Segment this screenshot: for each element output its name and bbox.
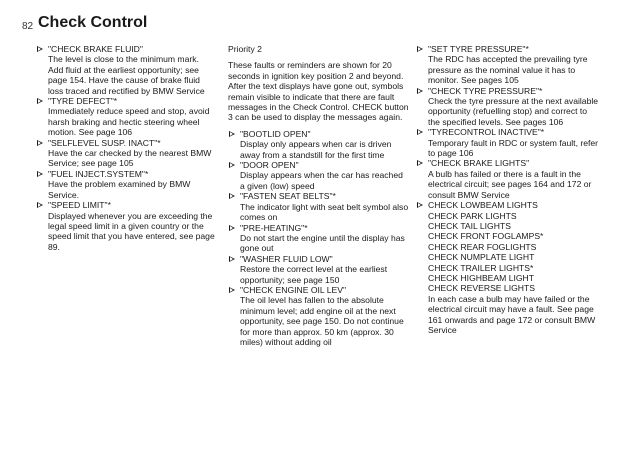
- list-item: [36, 169, 216, 200]
- message-code: "FASTEN SEAT BELTS"*: [240, 191, 336, 202]
- triangle-bullet-icon: [229, 162, 235, 168]
- message-description: Display appears when the car has reached a given (low) speed: [240, 170, 403, 191]
- lamp-message-code: CHECK TAIL LIGHTS: [428, 220, 511, 231]
- message-description: In each case a bulb may have failed or the electrical circuit may have a fault. See page 161 onwards and page 172 or consult BMW Service: [428, 293, 596, 335]
- message-description: Displayed whenever you are exceeding the legal speed limit in a given country or the speed limit that you have entered, see page 89.: [48, 210, 215, 252]
- list-item: [228, 285, 410, 347]
- triangle-bullet-icon: [229, 287, 235, 293]
- message-code: "CHECK ENGINE OIL LEV": [240, 284, 347, 295]
- message-description: Do not start the engine until the display has gone out: [240, 232, 405, 254]
- list-item: [416, 127, 600, 158]
- triangle-bullet-icon: [417, 88, 423, 94]
- message-description: Display only appears when car is driven away from a standstill for the first time: [240, 139, 392, 160]
- list-item: [416, 86, 600, 128]
- lamp-message-code: CHECK PARK LIGHTS: [428, 210, 517, 221]
- list-item: [228, 223, 410, 254]
- triangle-bullet-icon: [37, 46, 43, 52]
- triangle-bullet-icon: [37, 171, 43, 177]
- message-description: Immediately reduce speed and stop, avoid harsh braking and hectic steering wheel motion. See page 106: [48, 106, 210, 138]
- message-description: Have the car checked by the nearest BMW Service; see page 105: [48, 148, 212, 169]
- lamp-message-code: CHECK REAR FOGLIGHTS: [428, 241, 537, 252]
- page-title: Check Control: [38, 14, 148, 31]
- triangle-bullet-icon: [229, 256, 235, 262]
- column-right: [416, 44, 600, 335]
- message-code: "CHECK BRAKE LIGHTS": [428, 158, 530, 169]
- list-item: [36, 96, 216, 138]
- triangle-bullet-icon: [417, 129, 423, 135]
- lamp-message-code: CHECK FRONT FOGLAMPS*: [428, 231, 544, 242]
- message-description: Check the tyre pressure at the next available opportunity (refuelling stop) and correct to the specified levels. See pages 106: [428, 96, 599, 127]
- list-item: [36, 44, 216, 96]
- list-item: [228, 254, 410, 285]
- list-item: [36, 138, 216, 169]
- triangle-bullet-icon: [417, 202, 423, 208]
- message-description: The RDC has accepted the prevailing tyre pressure as the nominal value it has to monitor. See pages 105: [428, 54, 588, 86]
- lamp-message-code: CHECK LOWBEAM LIGHTS: [428, 200, 538, 211]
- message-code: "TYRE DEFECT"*: [48, 96, 118, 107]
- message-description: Have the problem examined by BMW Service.: [48, 179, 191, 200]
- lamp-message-code: CHECK TRAILER LIGHTS*: [428, 262, 534, 273]
- triangle-bullet-icon: [37, 140, 43, 146]
- lamp-message-code: CHECK REVERSE LIGHTS: [428, 283, 535, 294]
- message-code: "DOOR OPEN": [240, 160, 299, 171]
- message-code: "BOOTLID OPEN": [240, 128, 311, 139]
- column-left: [36, 44, 216, 252]
- list-item: [228, 160, 410, 191]
- triangle-bullet-icon: [229, 193, 235, 199]
- message-code: "WASHER FLUID LOW": [240, 253, 333, 264]
- triangle-bullet-icon: [229, 131, 235, 137]
- message-description: The level is close to the minimum mark. Add fluid at the earliest opportunity; see page 154. Have the cause of brake fluid loss traced and rectified by BMW Service: [48, 54, 205, 96]
- page-number: 82: [22, 21, 34, 32]
- list-item: [228, 191, 410, 222]
- message-code: "PRE-HEATING"*: [240, 222, 308, 233]
- triangle-bullet-icon: [37, 202, 43, 208]
- list-item: [416, 200, 600, 335]
- section-heading: Priority 2: [228, 44, 262, 54]
- message-description: The indicator light with seat belt symbol also comes on: [240, 201, 409, 223]
- list-item: [228, 129, 410, 160]
- message-code: "FUEL INJECT.SYSTEM"*: [48, 168, 149, 179]
- list-item: [36, 200, 216, 252]
- lamp-message-code: CHECK NUMPLATE LIGHT: [428, 252, 535, 263]
- message-code: "SPEED LIMIT"*: [48, 200, 111, 211]
- message-description: Restore the correct level at the earliest opportunity; see page 150: [240, 264, 388, 285]
- message-code: "SELFLEVEL SUSP. INACT"*: [48, 137, 161, 148]
- message-description: A bulb has failed or there is a fault in the electrical circuit; see pages 164 and 172 or consult BMW Service: [428, 168, 592, 200]
- message-code: "TYRECONTROL INACTIVE"*: [428, 127, 545, 138]
- message-description: Temporary fault in RDC or system fault, refer to page 106: [428, 137, 599, 159]
- triangle-bullet-icon: [417, 46, 423, 52]
- triangle-bullet-icon: [37, 98, 43, 104]
- message-code: "CHECK TYRE PRESSURE"*: [428, 85, 543, 96]
- list-item: [416, 158, 600, 200]
- message-description: The oil level has fallen to the absolute minimum level; add engine oil at the next opportunity, see page 150. Do not continue for more than approx. 50 km (approx. 30 miles) without adding oil: [240, 295, 404, 347]
- column-middle: [228, 44, 410, 347]
- triangle-bullet-icon: [229, 225, 235, 231]
- triangle-bullet-icon: [417, 160, 423, 166]
- message-code: "CHECK BRAKE FLUID": [48, 44, 143, 54]
- message-code: "SET TYRE PRESSURE"*: [428, 44, 529, 54]
- lamp-message-code: CHECK HIGHBEAM LIGHT: [428, 272, 535, 283]
- section-intro: These faults or reminders are shown for 20 seconds in ignition key position 2 and beyond. After the text displays have gone out, symbols remain visible to indicate that there are fault messages in the Check Control. CHECK button 3 can be used to display the messages again.: [228, 60, 409, 123]
- list-item: [416, 44, 600, 86]
